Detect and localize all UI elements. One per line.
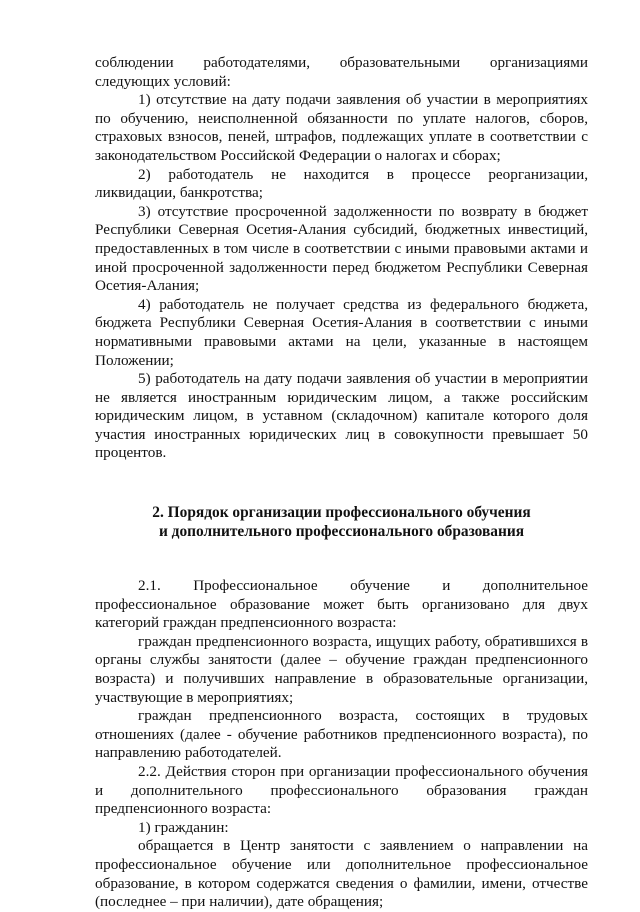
paragraph-citizen-label: 1) гражданин: — [138, 818, 229, 836]
paragraph-2-1: 2.1. Профессиональное обучение и дополнительное профессиональное образование может быть организовано для двух категорий граждан предпенсионного возраста: — [95, 577, 588, 632]
paragraph-category-1: граждан предпенсионного возраста, ищущих работу, обратившихся в органы службы занятости (далее – обучение граждан предпенсионного возраста) и получивших направление в образовательные организации, участвующие в мероприятиях; — [95, 632, 588, 706]
section-heading-line-2: и дополнительного профессионального образования — [158, 523, 525, 541]
condition-2: 2) работодатель не находится в процессе реорганизации, ликвидации, банкротства; — [95, 165, 588, 202]
condition-4: 4) работодатель не получает средства из федерального бюджета, бюджета Республики Северная Осетия-Алания в соответствии с иными нормативными правовыми актами на цели, указанные в настоящем Положении; — [95, 295, 588, 369]
intro-paragraph: соблюдении работодателями, образовательными организациями следующих условий: — [95, 54, 588, 90]
condition-5: 5) работодатель на дату подачи заявления об участии в мероприятии не является иностранным юридическим лицом, а также российским юридическим лицом, в уставном (складочном) капитале которого доля участия иностранных юридических лиц в совокупности превышает 50 процентов. — [95, 370, 588, 462]
paragraph-citizen-action: обращается в Центр занятости с заявлением о направлении на профессиональное обучение или дополнительное профессиональное образование, в котором содержатся сведения о фамилии, имени, отчестве (последнее – при наличии), дате обращения; — [95, 837, 588, 911]
condition-3: 3) отсутствие просроченной задолженности по возврату в бюджет Республики Северная Осетия-Алания субсидий, бюджетных инвестиций, предоставленных в том числе в соответствии с иными правовыми актами и иной просроченной задолженности перед бюджетом Республики Северная Осетия-Алания; — [95, 202, 588, 295]
paragraph-category-2: граждан предпенсионного возраста, состоящих в трудовых отношениях (далее - обучение работников предпенсионного возраста), по направлению работодателей. — [95, 707, 588, 762]
section-heading-line-1: 2. Порядок организации профессионального обучения — [152, 504, 531, 522]
section-heading — [95, 503, 588, 541]
paragraph-2-2: 2.2. Действия сторон при организации профессионального обучения и дополнительного профессионального образования граждан предпенсионного возраста: — [95, 763, 588, 818]
condition-1: 1) отсутствие на дату подачи заявления об участии в мероприятиях по обучению, неисполненной обязанности по уплате налогов, сборов, страховых взносов, пеней, штрафов, подлежащих уплате в соответствии с законодательством Российской Федерации о налогах и сборах; — [95, 91, 588, 164]
